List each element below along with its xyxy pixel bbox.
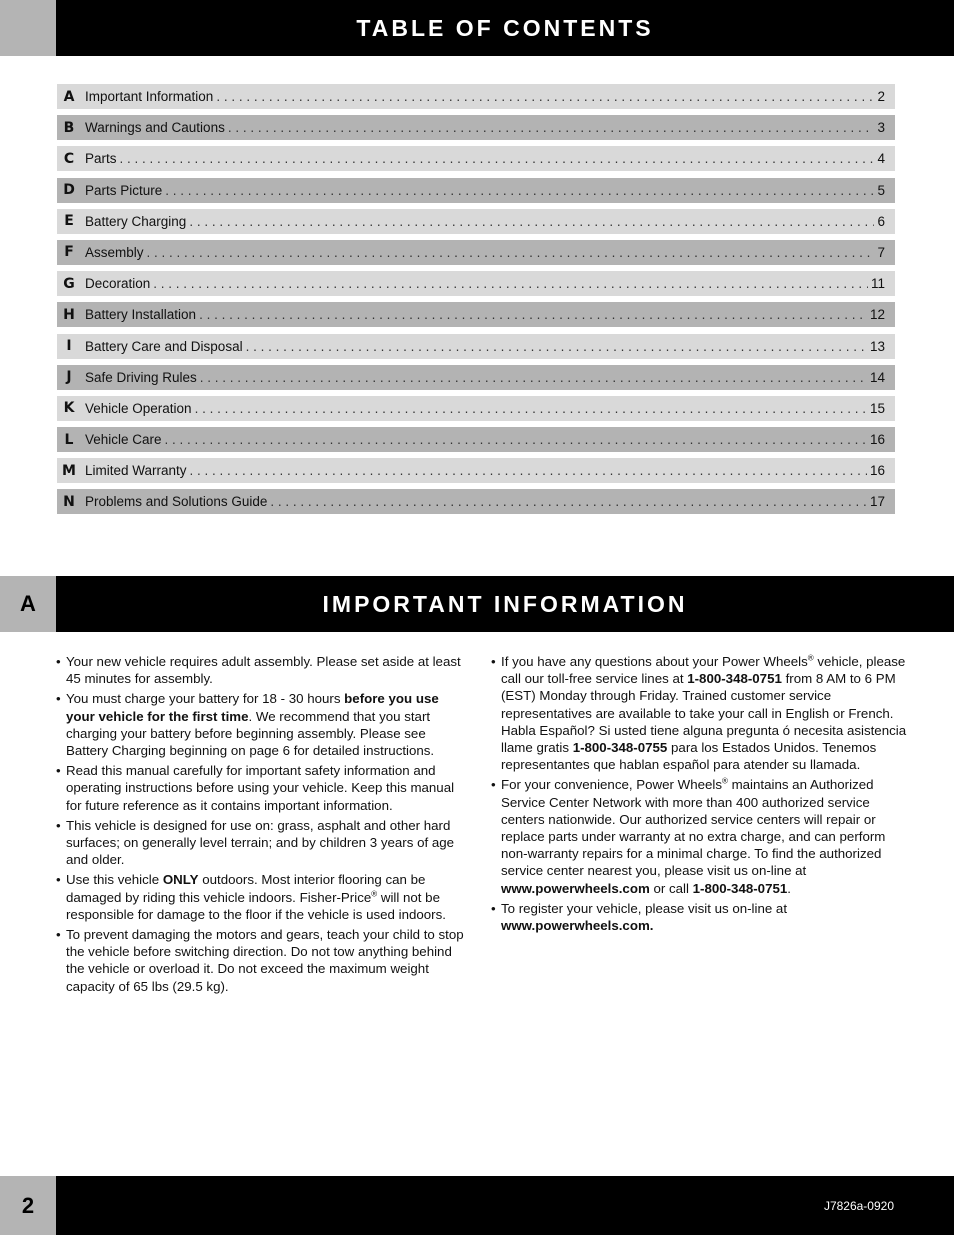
toc-row bbox=[57, 334, 895, 359]
toc-label: Vehicle Care bbox=[85, 432, 162, 448]
toc-leader-dots bbox=[195, 401, 867, 416]
toc-row bbox=[57, 396, 895, 421]
toc-page-number: 7 bbox=[877, 244, 885, 260]
toc-row bbox=[57, 458, 895, 483]
toc-page-number: 4 bbox=[877, 151, 885, 167]
toc-leader-dots bbox=[199, 307, 867, 322]
toc-label: Vehicle Operation bbox=[85, 400, 192, 416]
list-item: • To register your vehicle, please visit us on-line at www.powerwheels.com. bbox=[489, 900, 909, 934]
toc-label: Assembly bbox=[85, 244, 144, 260]
toc-letter: L bbox=[64, 431, 74, 448]
toc-letter: J bbox=[66, 369, 72, 386]
toc-page-number: 2 bbox=[877, 89, 885, 104]
toc-page-number: 3 bbox=[877, 120, 885, 136]
toc-letter: F bbox=[64, 244, 74, 261]
list-item: • Read this manual carefully for important safety information and operating instructions before using your vehicle. Keep this manual for future reference as it contains important information. bbox=[54, 762, 466, 814]
info-column-right bbox=[489, 653, 909, 937]
toc-letter: E bbox=[64, 213, 74, 230]
list-item: • Your new vehicle requires adult assembly. Please set aside at least 45 minutes for assembly. bbox=[54, 653, 466, 687]
toc-page-number: 16 bbox=[869, 463, 885, 479]
toc-letter: B bbox=[63, 119, 75, 136]
toc-label: Warnings and Cautions bbox=[85, 120, 225, 136]
page-number: 2 bbox=[0, 1176, 56, 1235]
toc-leader-dots bbox=[189, 214, 874, 229]
toc-row bbox=[57, 178, 895, 203]
toc-leader-dots bbox=[228, 120, 875, 135]
toc-row bbox=[57, 427, 895, 452]
toc-page-number: 14 bbox=[869, 369, 885, 385]
toc-page-number: 6 bbox=[877, 213, 885, 229]
toc-page-number: 15 bbox=[869, 400, 885, 416]
toc-label: Decoration bbox=[85, 276, 151, 292]
toc-page-number: 17 bbox=[869, 494, 885, 510]
document-code: J7826a-0920 bbox=[823, 1199, 894, 1213]
toc-letter: M bbox=[62, 462, 76, 479]
toc-page-number: 16 bbox=[869, 432, 885, 448]
toc-label: Battery Charging bbox=[85, 213, 187, 229]
toc-leader-dots bbox=[190, 463, 867, 478]
toc-leader-dots bbox=[200, 370, 867, 385]
list-item: • If you have any questions about your Power Wheels® vehicle, please call our toll-free service lines at 1-800-348-0751 from 8 AM to 6 PM (EST) Monday through Friday. Trained customer service representatives are available to take your call in English or French. Habla Español? Si usted tiene alguna pregunta ó necesita asistencia llame gratis 1-800-348-0755 para los Estados Unidos. Tenemos representantes que hablan español para atender su llamada. bbox=[489, 653, 909, 773]
toc-letter: A bbox=[63, 88, 75, 105]
toc-leader-dots bbox=[246, 339, 867, 354]
toc-row bbox=[57, 489, 895, 514]
toc-leader-dots bbox=[147, 245, 875, 260]
toc-row bbox=[57, 365, 895, 390]
phone-number: 1-800-348-0751 bbox=[687, 671, 782, 687]
toc-label: Important Information bbox=[85, 89, 214, 104]
toc-row bbox=[57, 209, 895, 234]
toc-label: Safe Driving Rules bbox=[85, 369, 197, 385]
toc-label: Parts Picture bbox=[85, 182, 163, 198]
table-of-contents bbox=[57, 84, 895, 521]
toc-label: Battery Care and Disposal bbox=[85, 338, 243, 354]
footer-band bbox=[0, 1176, 954, 1235]
toc-label: Limited Warranty bbox=[85, 463, 187, 479]
toc-letter: I bbox=[66, 338, 72, 354]
toc-row bbox=[57, 84, 895, 109]
toc-leader-dots bbox=[153, 276, 868, 291]
toc-letter: N bbox=[63, 493, 75, 510]
phone-number: 1-800-348-0751 bbox=[692, 880, 788, 896]
toc-row bbox=[57, 115, 895, 140]
toc-leader-dots bbox=[165, 183, 874, 198]
phone-number: 1-800-348-0755 bbox=[572, 740, 668, 756]
toc-label: Parts bbox=[85, 151, 117, 167]
website-url: www.powerwheels.com. bbox=[501, 918, 654, 934]
toc-row bbox=[57, 271, 895, 296]
list-item: • For your convenience, Power Wheels® maintains an Authorized Service Center Network with more than 400 authorized service centers nationwide. Our authorized service centers will repair or replace parts under warranty at no extra charge, and can perform non-warranty repairs for a minimal charge. To find the authorized service center nearest you, please visit us on-line at www.powerwheels.com or call 1-800-348-0751. bbox=[489, 776, 909, 896]
list-item: • Use this vehicle ONLY outdoors. Most interior flooring can be damaged by riding this vehicle indoors. Fisher-Price® will not be responsible for damage to the floor if the vehicle is used indoors. bbox=[54, 871, 466, 923]
toc-letter: G bbox=[63, 275, 75, 292]
toc-letter: C bbox=[63, 150, 75, 167]
list-item: • This vehicle is designed for use on: grass, asphalt and other hard surfaces; on generally level terrain; and by children 3 years of age and older. bbox=[54, 817, 466, 869]
info-column-left bbox=[54, 653, 466, 998]
toc-header-tab bbox=[0, 0, 56, 56]
toc-letter: H bbox=[63, 306, 75, 323]
toc-label: Problems and Solutions Guide bbox=[85, 494, 268, 510]
list-item: • You must charge your battery for 18 - 30 hours before you use your vehicle for the first time. We recommend that you start charging your battery before beginning assembly. Please see Battery Charging beginning on page 6 for detailed instructions. bbox=[54, 690, 466, 759]
toc-letter: D bbox=[63, 182, 75, 199]
section-letter-tab: A bbox=[0, 576, 56, 632]
section-header-band bbox=[0, 576, 954, 632]
toc-page-number: 12 bbox=[869, 307, 885, 323]
toc-leader-dots bbox=[270, 494, 867, 509]
toc-letter: K bbox=[63, 400, 75, 417]
toc-leader-dots bbox=[120, 151, 875, 166]
toc-page-number: 5 bbox=[877, 182, 885, 198]
toc-header-band bbox=[0, 0, 954, 56]
list-item: • To prevent damaging the motors and gears, teach your child to stop the vehicle before switching direction. Do not tow anything behind the vehicle or overload it. Do not exceed the maximum weight capacity of 65 lbs (29.5 kg). bbox=[54, 926, 466, 995]
toc-leader-dots bbox=[165, 432, 867, 447]
website-url: www.powerwheels.com bbox=[501, 880, 650, 896]
toc-leader-dots bbox=[216, 89, 874, 104]
toc-row bbox=[57, 146, 895, 171]
section-title: IMPORTANT INFORMATION bbox=[322, 590, 688, 617]
toc-row bbox=[57, 302, 895, 327]
toc-title: TABLE OF CONTENTS bbox=[356, 14, 654, 41]
toc-label: Battery Installation bbox=[85, 307, 197, 323]
toc-row bbox=[57, 240, 895, 265]
toc-page-number: 13 bbox=[869, 338, 885, 354]
toc-page-number: 11 bbox=[870, 276, 885, 292]
